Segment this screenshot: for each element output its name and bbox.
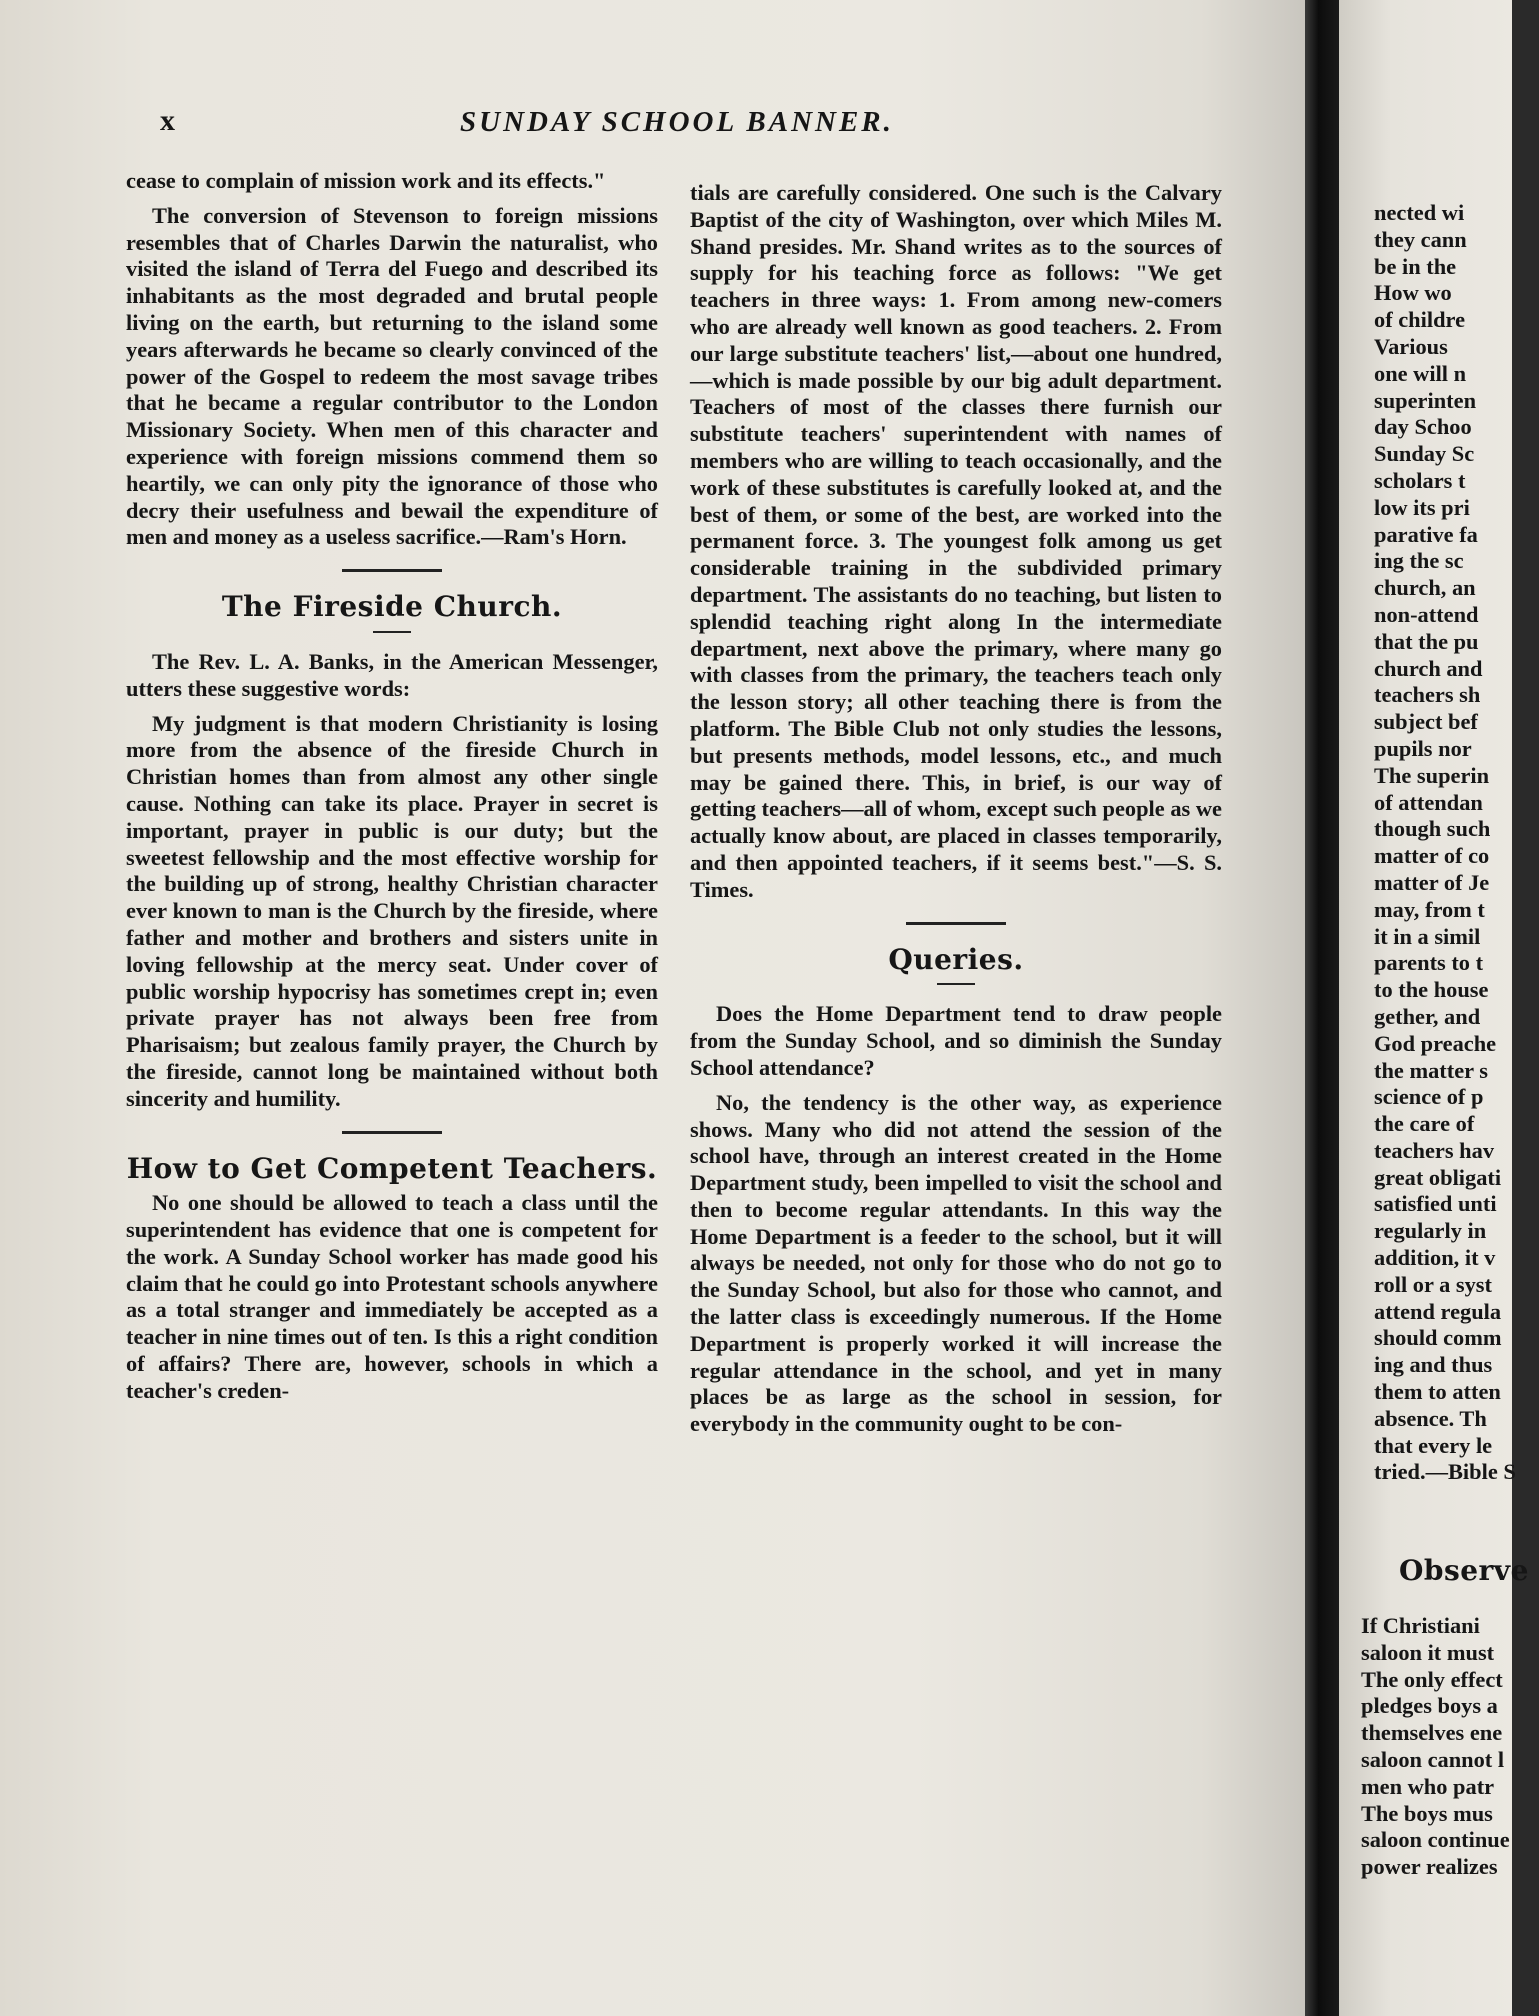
text-line: parents to t [1374,950,1484,976]
text-line: church and [1374,655,1483,681]
text-line: saloon cannot l [1361,1747,1505,1773]
paragraph: The Rev. L. A. Banks, in the American Messenger, utters these suggestive words: [126,648,658,701]
text-line: matter of Je [1374,869,1490,895]
text-line: God preache [1374,1030,1497,1056]
text-line: addition, it v [1374,1245,1496,1271]
text-line: The only effect [1361,1666,1503,1692]
text-line: attend regula [1374,1298,1502,1324]
section-divider [906,922,1006,925]
text-line: teachers sh [1374,682,1481,708]
text-line: great obligati [1374,1164,1502,1190]
text-line: parative fa [1374,521,1478,547]
text-line: gether, and [1374,1003,1481,1029]
text-line: it in a simil [1374,923,1481,949]
text-line: of attendan [1374,789,1483,815]
text-line: non-attend [1374,601,1479,627]
text-line: the care of [1374,1111,1475,1137]
text-line: be in the [1374,253,1457,279]
book-spine [1305,0,1339,2016]
text-line: The boys mus [1361,1800,1493,1826]
text-line: regularly in [1374,1218,1487,1244]
text-line: scholars t [1374,467,1466,493]
page-number: x [160,104,175,137]
paragraph: Does the Home Department tend to draw people from the Sunday School, and so diminish the Sunday School attendance? [690,1001,1222,1080]
text-line: saloon continue [1361,1827,1510,1853]
text-line: that every le [1374,1432,1493,1458]
text-line: saloon it must [1361,1639,1495,1665]
page-header [140,104,1260,144]
text-line: nected wi [1374,200,1465,225]
text-line: How wo [1374,280,1452,306]
column-2 [690,180,1222,1446]
text-line: satisfied unti [1374,1191,1497,1217]
text-line: they cann [1374,226,1467,252]
title-underline [373,631,411,633]
text-line: the matter s [1374,1057,1488,1083]
text-line: The superin [1374,762,1490,788]
section-divider [342,1131,442,1134]
text-line: teachers hav [1374,1137,1495,1163]
text-line: science of p [1374,1084,1484,1110]
text-line: though such [1374,816,1491,842]
text-line: superinten [1374,387,1477,413]
text-line: tried.—Bible S [1374,1459,1516,1485]
text-line: them to atten [1374,1379,1501,1405]
text-line: ing and thus [1374,1352,1493,1378]
text-line: of childre [1374,307,1466,333]
text-line: ing the sc [1374,548,1464,574]
text-line: Sunday Sc [1374,441,1475,467]
text-line: day Schoo [1374,414,1472,440]
running-title: SUNDAY SCHOOL BANNER. [460,106,894,138]
text-line: that the pu [1374,628,1479,654]
text-line: church, an [1374,575,1476,601]
text-line: Various [1374,333,1448,359]
text-line: If Christiani [1361,1613,1480,1639]
paragraph: tials are carefully considered. One such is the Calvary Baptist of the city of Washington, over which Miles M. Shand presides. Mr. Shand writes as to the sources of supply for his teaching force as follows: "We get teachers in three ways: 1. From among new-comers who are already well known as good teachers. 2. From our large substitute teachers' list,—about one hundred,—which is made possible by our big adult department. Teachers of most of the classes there furnish our substitute teachers' superintendent with names of members who are willing to teach occasionally, and the work of these substitutes is carefully looked at, and the best of them, or some of the best, are worked into the permanent force. 3. The youngest folk among us get considerable training in the subdivided primary department. The assistants do no teaching, but listen to splendid teaching right along In the intermediate department, next above the primary, where many go with classes from the primary, the teachers teach only the lesson story; all other teaching there is from the platform. The Bible Club not only studies the lessons, but presents methods, model lessons, etc., and much may be gained there. This, in brief, is our way of getting teachers—all of whom, except such people as we actually know about, are placed in classes temporarily, and then appointed teachers, if it seems best."—S. S. Times. [690,180,1222,902]
section-divider [342,569,442,572]
text-line: one will n [1374,360,1467,386]
text-line: subject bef [1374,709,1478,735]
text-line: matter of co [1374,843,1490,869]
paragraph: cease to complain of mission work and its effects." [126,168,606,193]
text-line: low its pri [1374,494,1470,520]
paragraph: My judgment is that modern Christianity is losing more from the absence of the fireside Church in Christian homes than from almost any other single cause. Nothing can take its place. Prayer in secret is important, prayer in public is our duty; but the sweetest fellowship and the most effective worship for the building up of strong, healthy Christian character ever known to man is the Church by the fireside, where father and mother and brothers and sisters unite in loving fellowship at the mercy seat. Under cover of public worship hypocrisy has sometimes crept in; even private prayer has not always been free from Pharisaism; but zealous family prayer, the Church by the fireside, cannot long be maintained without both sincerity and humility. [126,710,659,1111]
text-line: should comm [1374,1325,1502,1351]
column-1 [126,168,658,1413]
text-line: to the house [1374,977,1489,1003]
paragraph: The conversion of Stevenson to foreign missions resembles that of Charles Darwin the naturalist, who visited the island of Terra del Fuego and described its inhabitants as the most degraded and brutal people living on the earth, but returning to the island some years afterwards he became so clearly convinced of the power of the Gospel to redeem the most savage tribes that he became a regular contributor to the London Missionary Society. When men of this character and experience with foreign missions commend them so heartily, we can only pity the ignorance of those who decry their usefulness and bewail the expenditure of men and money as a useless sacrifice.—Ram's Horn. [126,202,658,550]
text-line: pupils nor [1374,735,1472,761]
column-3 [1339,200,1539,1881]
text-line: may, from t [1374,896,1485,922]
right-page-partial [1339,0,1529,2016]
section-title-fireside-church: The Fireside Church. [221,590,563,624]
title-underline [937,983,975,985]
text-line: pledges boys a [1361,1693,1498,1719]
section-title-competent-teachers: How to Get Competent Teachers. [126,1151,658,1185]
text-line: absence. Th [1374,1405,1487,1431]
text-line: roll or a syst [1374,1271,1492,1297]
text-line: themselves ene [1361,1720,1503,1746]
section-title-observe: Observe [1399,1554,1529,1588]
text-line: power realizes [1361,1854,1498,1880]
paragraph: No, the tendency is the other way, as experience shows. Many who did not attend the session of the school have, through an interest created in the Home Department study, been impelled to visit the school and then to become regular attendants. In this way the Home Department is a feeder to the school, but it will always be needed, not only for those who do not go to the Sunday School, but also for those who cannot, and the latter class is exceedingly numerous. If the Home Department is properly worked it will increase the regular attendance in the school, and yet in many places be as large as the school in session, for everybody in the community ought to be con- [690,1089,1222,1437]
text-line: men who patr [1361,1773,1495,1799]
section-title-queries: Queries. [888,942,1024,976]
paragraph: No one should be allowed to teach a class until the superintendent has evidence that one is competent for the work. A Sunday School worker has made good his claim that he could go into Protestant schools anywhere as a total stranger and immediately be accepted as a teacher in nine times out of ten. Is this a right condition of affairs? There are, however, schools in which a teacher's creden- [126,1190,658,1403]
